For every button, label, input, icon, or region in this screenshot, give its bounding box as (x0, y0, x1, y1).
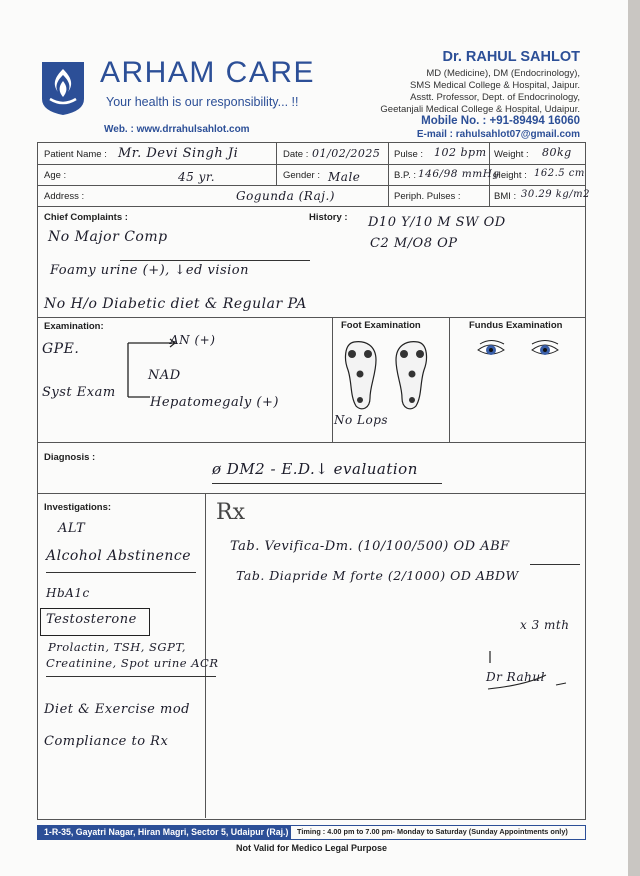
footer-note: Not Valid for Medico Legal Purpose (236, 843, 388, 853)
investigation-item: Creatinine, Spot urine ACR (46, 656, 219, 670)
gender-label: Gender : (283, 170, 320, 181)
height-value: 162.5 cm (534, 168, 585, 179)
complaint-line-1: No Major Comp (48, 229, 168, 245)
rx-line-2: Tab. Diapride M forte (2/1000) OD ABDW (236, 568, 519, 583)
feet-diagram-icon (340, 334, 432, 417)
rx-line-1: Tab. Vevifica-Dm. (10/100/500) OD ABF (230, 539, 510, 554)
doctor-qualification: MD (Medicine), DM (Endocrinology), (426, 68, 580, 79)
diagnosis-title: Diagnosis : (44, 452, 96, 463)
investigation-item: ALT (58, 521, 86, 536)
investigation-item: HbA1c (46, 586, 90, 600)
doctor-mobile: Mobile No. : +91-89494 16060 (421, 115, 580, 127)
height-label: Height : (494, 170, 527, 181)
doctor-email: E-mail : rahulsahlot07@gmail.com (416, 129, 580, 140)
bp-value: 146/98 mmHg (418, 168, 500, 180)
bmi-label: BMI : (494, 191, 517, 202)
doctor-college-2: Geetanjali Medical College & Hospital, Udaipur. (380, 104, 580, 115)
patient-name-value: Mr. Devi Singh Ji (118, 146, 239, 161)
complaint-line-2: Foamy urine (+), ↓ed vision (50, 263, 250, 278)
address-value: Gogunda (Raj.) (236, 189, 335, 203)
exam-gpe: GPE. (42, 341, 80, 357)
weight-label: Weight : (494, 149, 529, 160)
date-value: 01/02/2025 (312, 147, 381, 160)
footer-address: 1-R-35, Gayatri Nagar, Hiran Magri, Sector 5, Udaipur (Raj.) (44, 827, 289, 837)
clinic-logo-icon (38, 59, 88, 116)
address-label: Address : (44, 191, 85, 202)
footer-timing: Timing : 4.00 pm to 7.00 pm- Monday to Saturday (Sunday Appointments only) (297, 827, 568, 836)
chief-complaints-title: Chief Complaints : (44, 212, 128, 223)
foot-exam-note: No Lops (334, 413, 389, 427)
weight-value: 80kg (542, 146, 572, 159)
doctor-position: Asstt. Professor, Dept. of Endocrinology, (410, 92, 580, 103)
exam-syst: Syst Exam (42, 385, 116, 400)
investigation-item: Compliance to Rx (44, 734, 169, 749)
clinic-website: Web. : www.drrahulsahlot.com (104, 124, 250, 135)
pulse-value: 102 bpm (434, 146, 487, 159)
investigations-title: Investigations: (44, 502, 112, 513)
exam-nad: NAD (148, 368, 181, 383)
investigation-item: Diet & Exercise mod (44, 702, 190, 717)
investigation-item: Alcohol Abstinence (46, 548, 192, 564)
doctor-signature: Dr Rahul (486, 670, 545, 684)
history-line-1: D10 Y/10 M SW OD (368, 215, 506, 230)
complaint-line-3: No H/o Diabetic diet & Regular PA (44, 296, 307, 312)
clinic-name: ARHAM CARE (100, 56, 316, 89)
investigation-item: Prolactin, TSH, SGPT, (48, 640, 186, 654)
age-value: 45 yr. (178, 170, 216, 184)
pulse-label: Pulse : (394, 149, 424, 160)
history-title: History : (309, 212, 348, 223)
doctor-college-1: SMS Medical College & Hospital, Jaipur. (409, 80, 580, 91)
exam-hepatomegaly: Hepatomegaly (+) (150, 395, 279, 410)
bmi-value: 30.29 kg/m2 (521, 189, 590, 200)
bp-label: B.P. : (394, 170, 417, 181)
periph-pulses-label: Periph. Pulses : (394, 191, 461, 202)
fundus-exam-title: Fundus Examination (469, 320, 563, 331)
clinic-tagline: Your health is our responsibility... !! (106, 95, 299, 109)
date-label: Date : (283, 149, 309, 160)
rx-symbol: Rx (216, 500, 245, 525)
diagnosis-text: ø DM2 - E.D.↓ evaluation (212, 460, 418, 478)
patient-name-label: Patient Name : (44, 149, 107, 160)
rx-duration: x 3 mth (520, 618, 570, 632)
investigation-item: Testosterone (46, 612, 137, 627)
history-line-2: C2 M/O8 OP (370, 236, 458, 251)
gender-value: Male (328, 170, 361, 184)
signature-flourish-icon (486, 645, 576, 700)
age-label: Age : (44, 170, 67, 181)
exam-gpe-note: AN (+) (170, 333, 216, 347)
foot-exam-title: Foot Examination (341, 320, 421, 331)
eyes-diagram-icon (476, 338, 560, 367)
doctor-name: Dr. RAHUL SAHLOT (442, 49, 580, 65)
examination-title: Examination: (44, 321, 104, 332)
